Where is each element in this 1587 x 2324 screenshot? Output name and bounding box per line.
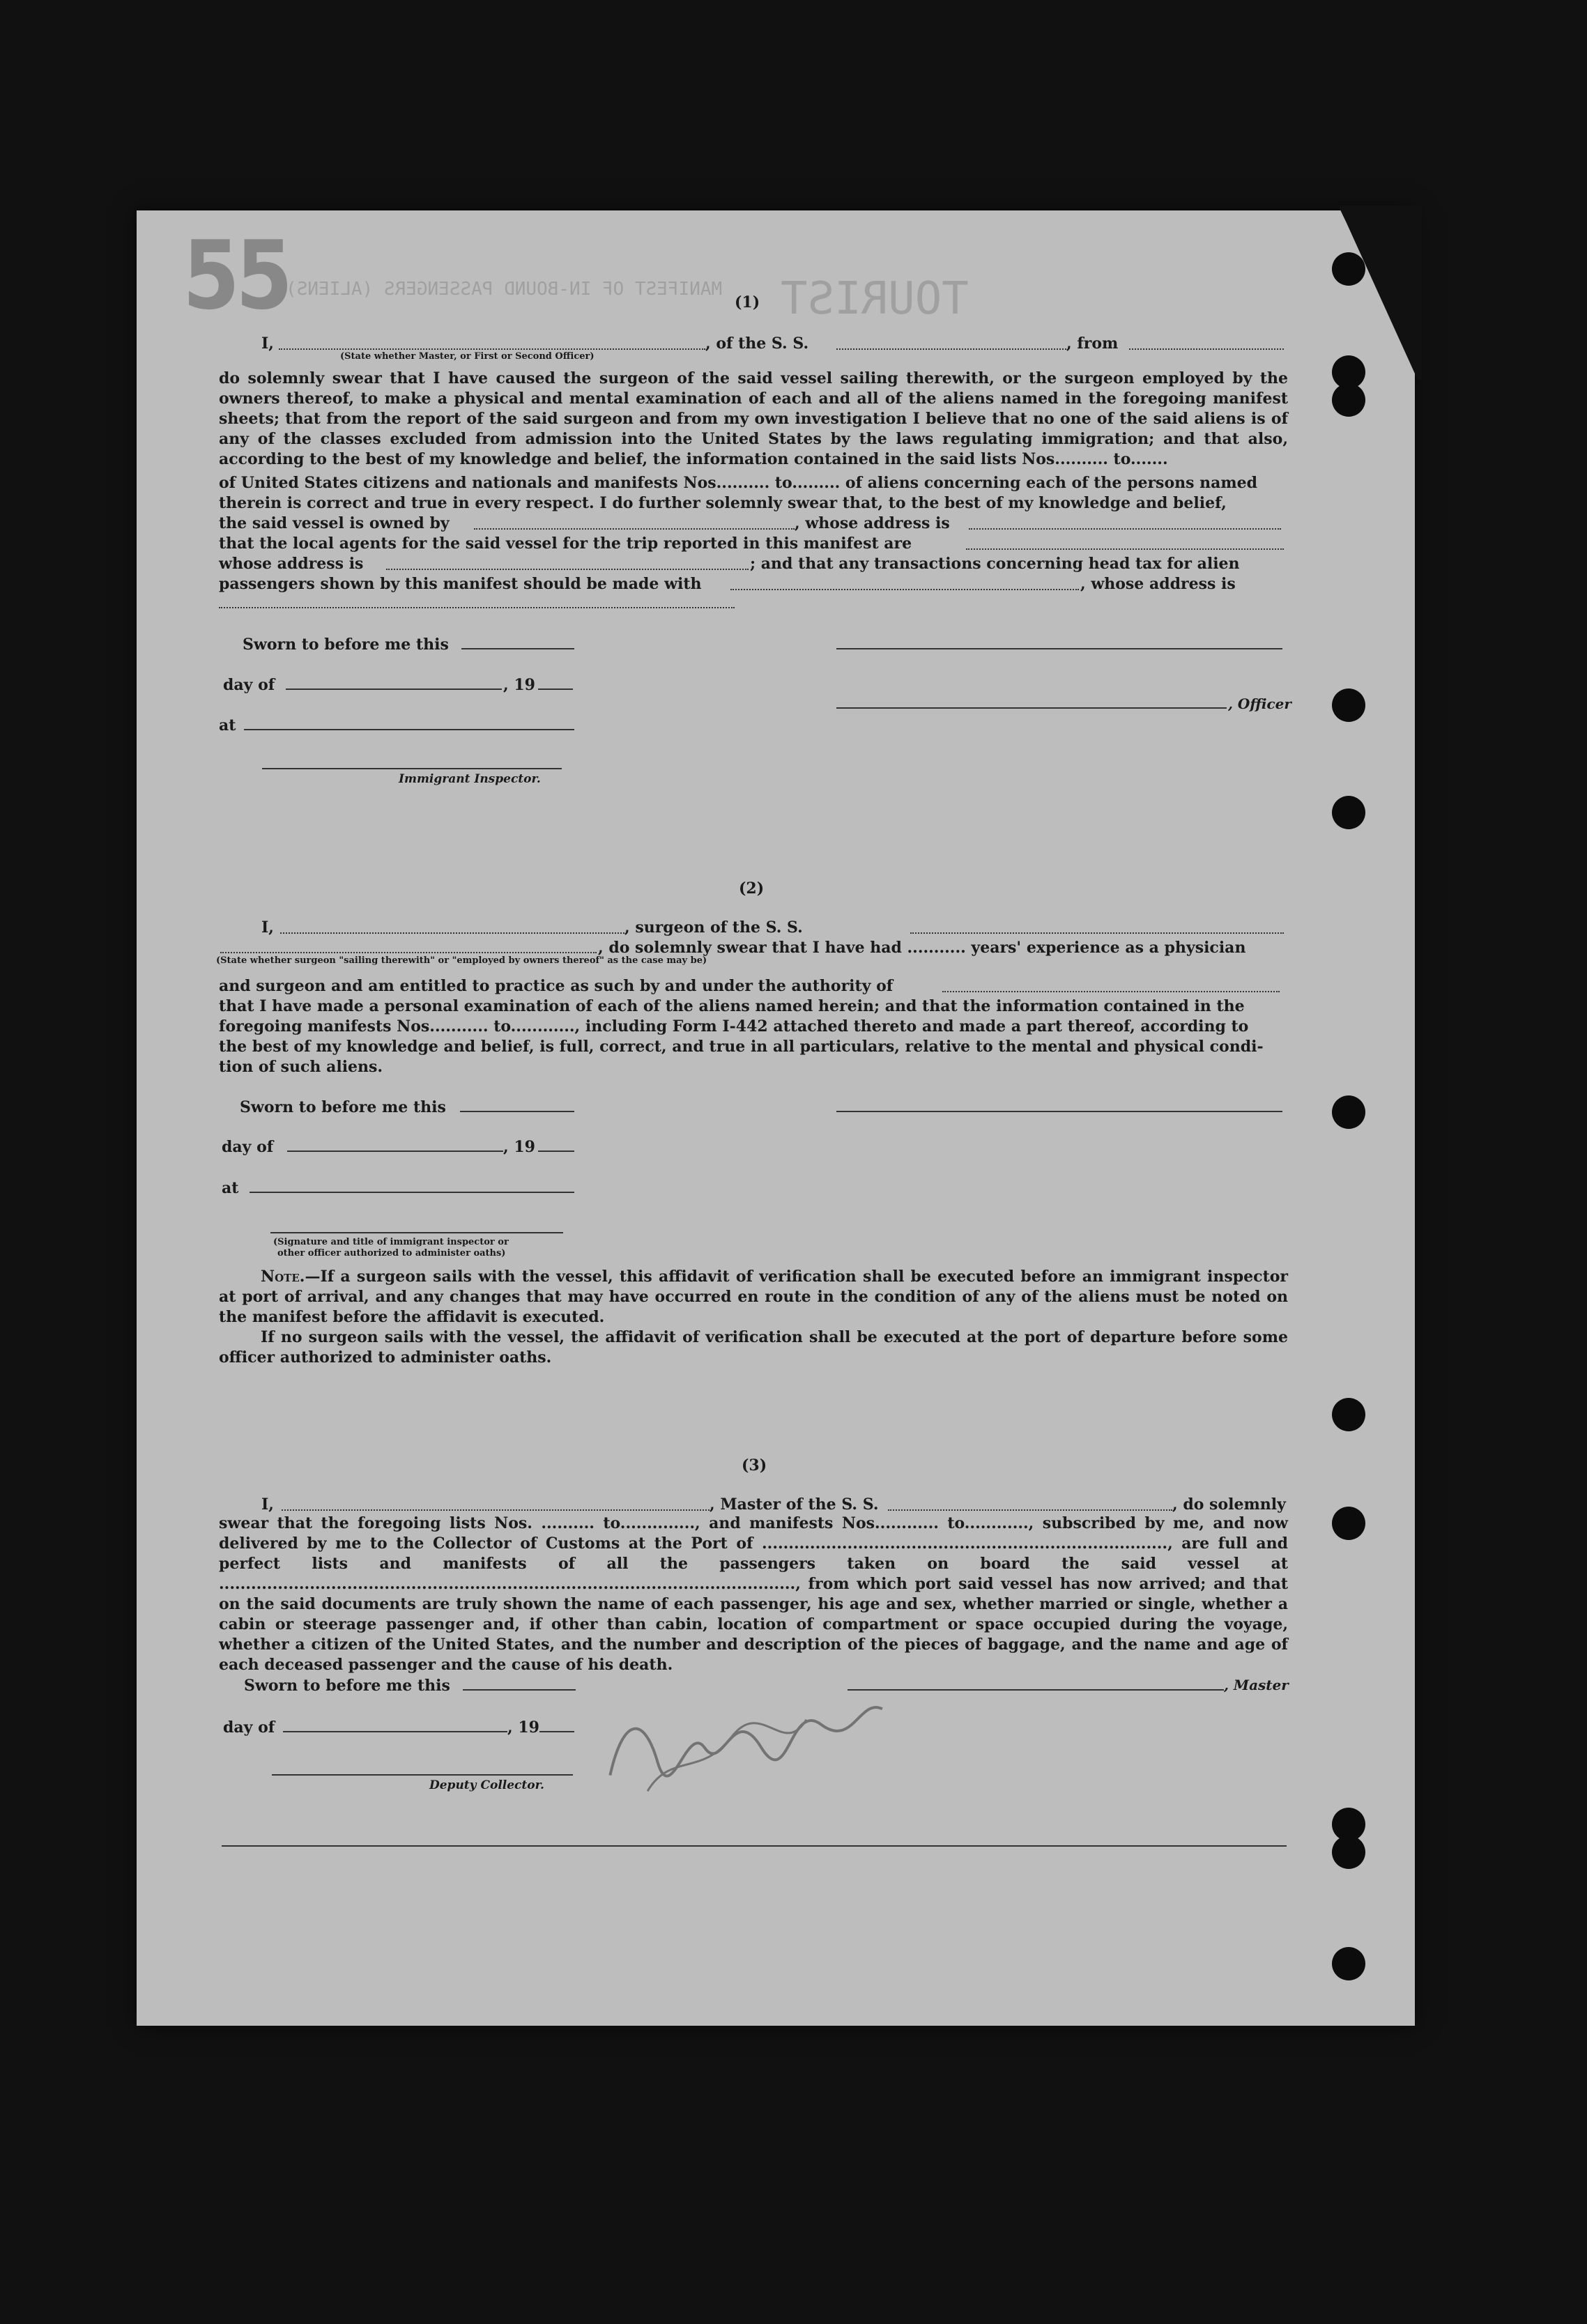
- bleed-through-header: MANIFEST OF IN-BOUND PASSENGERS (ALIENS): [286, 279, 723, 300]
- s1-officer-label: , Officer: [1228, 695, 1291, 712]
- s3-year-label: , 19: [507, 1718, 539, 1737]
- s1-at-label: at: [219, 716, 236, 734]
- s2-line4: that I have made a personal examination of each of the aliens named herein; and that the information contained in the: [219, 997, 1245, 1015]
- s3-collector-line[interactable]: [272, 1774, 573, 1776]
- s1-sworn-label: Sworn to before me this: [243, 636, 449, 654]
- s2-note-text: —If a surgeon sails with the vessel, this affidavit of verification shall be executed before an immigrant inspector at port of arrival, and any changes that may have occurred en route in the condition of any of the aliens must be noted on the manifest before the affidavit is executed.: [219, 1268, 1288, 1326]
- s1-officer-note: (State whether Master, or First or Second Officer): [340, 351, 595, 362]
- s2-note-label: Note.: [261, 1268, 305, 1286]
- s3-I-label: I,: [261, 1495, 274, 1514]
- s1-officer-line[interactable]: [836, 707, 1227, 709]
- s2-line3: and surgeon and am entitled to practice as such by and under the authority of: [219, 977, 894, 995]
- section3-number: (3): [742, 1456, 767, 1475]
- s1-transactions-label: ; and that any transactions concerning head tax for alien: [750, 555, 1240, 573]
- s1-agents-label: that the local agents for the said vessel for the trip reported in this manifest are: [219, 534, 912, 553]
- binder-hole: [1332, 1947, 1365, 1980]
- binder-hole: [1332, 252, 1365, 286]
- s2-line5: foregoing manifests Nos........... to............, including Form I-442 attached thereto and made a part thereof, according to: [219, 1017, 1249, 1036]
- s1-day-label: day of: [223, 676, 275, 694]
- s2-sworn-label: Sworn to before me this: [240, 1098, 446, 1116]
- s1-day-field[interactable]: [286, 688, 502, 690]
- s2-line2: , do solemnly swear that I have had ........... years' experience as a physician: [598, 939, 1246, 957]
- s2-line6: the best of my knowledge and belief, is full, correct, and true in all particulars, relative to the mental and physical condi-: [219, 1038, 1264, 1056]
- s1-inspector-label: Immigrant Inspector.: [399, 772, 541, 786]
- s2-surgeon-name-field[interactable]: [280, 932, 624, 934]
- s1-vessel-field[interactable]: [836, 348, 1066, 350]
- s2-vessel-field[interactable]: [910, 932, 1284, 934]
- bleed-through-title: TOURIST: [781, 273, 969, 325]
- s2-line7: tion of such aliens.: [219, 1058, 383, 1076]
- s1-year-field[interactable]: [538, 688, 573, 690]
- s3-day-label: day of: [223, 1718, 275, 1737]
- s3-paragraph: swear that the foregoing lists Nos. .......... to.............., and manifests Nos............ to............, subscribed by me, and now delivered by me to the Collector of Customs at the Port of ............................................................................, are full and perfect lists and manifests of all the passengers taken on board the said vessel at ............................................................................................................, from which port said vessel has now arrived; and that on the said documents are truly shown the name of each passenger, his age and sex, whether married or single, whether a cabin or steerage passenger and, if other than cabin, location of compartment or space occupied during the voyage, whether a citizen of the United States, and the number and description of the pieces of baggage, and the name and age of each deceased passenger and the cause of his death.: [219, 1514, 1288, 1674]
- s2-surgeon-status-field[interactable]: [220, 952, 597, 953]
- s2-note2-text: If no surgeon sails with the vessel, the affidavit of verification shall be executed at the port of departure before some officer authorized to administer oaths.: [219, 1328, 1288, 1367]
- s1-from-label: , from: [1066, 334, 1119, 353]
- s1-passengers-label: passengers shown by this manifest should be made with: [219, 575, 702, 593]
- s1-headtax-field[interactable]: [730, 589, 1079, 590]
- s2-day-field[interactable]: [287, 1151, 503, 1152]
- s1-owned-label: the said vessel is owned by: [219, 514, 450, 532]
- s1-whose-label: whose address is: [219, 555, 364, 573]
- s3-master-title: , Master: [1224, 1677, 1289, 1693]
- s1-owner-field[interactable]: [474, 528, 795, 530]
- s3-sworn-field[interactable]: [463, 1689, 576, 1691]
- s2-at-field[interactable]: [250, 1192, 574, 1193]
- s3-solemnly-label: , do solemnly: [1172, 1495, 1286, 1514]
- s3-master-name-field[interactable]: [282, 1509, 710, 1511]
- s2-sworn-field[interactable]: [460, 1111, 574, 1112]
- s1-paragraph: do solemnly swear that I have caused the surgeon of the said vessel sailing therewith, or the surgeon employed by the owners thereof, to make a physical and mental examination of each and all of the aliens named in the foregoing manifest sheets; that from the report of the said surgeon and from my own investigation I believe that no one of the said aliens is of any of the classes excluded from admission into the United States by the laws regulating immigration; and that also, according to the best of my knowledge and belief, the information contained in the said lists Nos.......... to.......: [219, 369, 1288, 468]
- s2-note2: [219, 1328, 1288, 1368]
- s2-year-label: , 19: [503, 1138, 535, 1156]
- s2-surgeon-label: , surgeon of the S. S.: [624, 918, 803, 937]
- s2-I-label: I,: [261, 918, 274, 937]
- s1-officer-field[interactable]: [279, 348, 705, 350]
- s2-sig-note1: (Signature and title of immigrant inspector or: [273, 1237, 509, 1247]
- s1-inspector-line[interactable]: [262, 768, 562, 769]
- s1-I-label: I,: [261, 334, 274, 353]
- binder-hole: [1332, 1507, 1365, 1540]
- binder-hole: [1332, 1836, 1365, 1869]
- binder-hole: [1332, 688, 1365, 722]
- s1-passengers-addr-label: , whose address is: [1080, 575, 1236, 593]
- s1-year-label: , 19: [503, 676, 535, 694]
- binder-hole: [1332, 383, 1365, 417]
- s1-agents-address-field[interactable]: [386, 569, 749, 570]
- section2-number: (2): [739, 879, 765, 898]
- s1-correct-line: therein is correct and true in every respect. I do further solemnly swear that, to the best of my knowledge and belief,: [219, 494, 1227, 512]
- s2-day-label: day of: [222, 1138, 274, 1156]
- s3-day-field[interactable]: [283, 1731, 507, 1732]
- s2-at-label: at: [222, 1179, 239, 1197]
- s3-collector-label: Deputy Collector.: [429, 1778, 544, 1792]
- binder-hole: [1332, 1095, 1365, 1129]
- s1-sworn-field[interactable]: [461, 648, 574, 649]
- s1-agents-field[interactable]: [966, 548, 1284, 550]
- s2-line2-note: (State whether surgeon "sailing therewith" or "employed by owners thereof" as the case may be): [216, 955, 707, 966]
- s3-master-label: , Master of the S. S.: [710, 1495, 879, 1514]
- s1-at-field[interactable]: [244, 729, 574, 730]
- s3-vessel-field[interactable]: [888, 1509, 1172, 1511]
- s2-sig-note2: other officer authorized to administer oaths): [277, 1248, 506, 1259]
- s1-separator: [219, 607, 735, 608]
- s2-year-field[interactable]: [538, 1151, 574, 1152]
- s2-surgeon-sig-line[interactable]: [836, 1111, 1282, 1112]
- binder-hole: [1332, 796, 1365, 829]
- s1-from-field[interactable]: [1129, 348, 1284, 350]
- s3-master-sig-line[interactable]: [848, 1689, 1224, 1691]
- s2-authority-field[interactable]: [942, 991, 1280, 992]
- s1-citizens-line: of United States citizens and nationals and manifests Nos.......... to......... of aliens concerning each of the persons named: [219, 474, 1258, 492]
- bottom-rule: [222, 1845, 1287, 1847]
- stamp-number: 55: [183, 220, 289, 331]
- section1-number: (1): [735, 293, 760, 311]
- s1-owned-addr-label: , whose address is: [795, 514, 950, 532]
- s1-owner-address-field[interactable]: [969, 528, 1281, 530]
- s2-note: [219, 1267, 1288, 1328]
- s1-officer-sig-line[interactable]: [836, 648, 1282, 649]
- s3-sworn-label: Sworn to before me this: [244, 1677, 450, 1695]
- s3-year-field[interactable]: [539, 1731, 574, 1732]
- binder-hole: [1332, 1398, 1365, 1431]
- s1-vessel-label: , of the S. S.: [705, 334, 809, 353]
- s2-inspector-line[interactable]: [270, 1232, 563, 1233]
